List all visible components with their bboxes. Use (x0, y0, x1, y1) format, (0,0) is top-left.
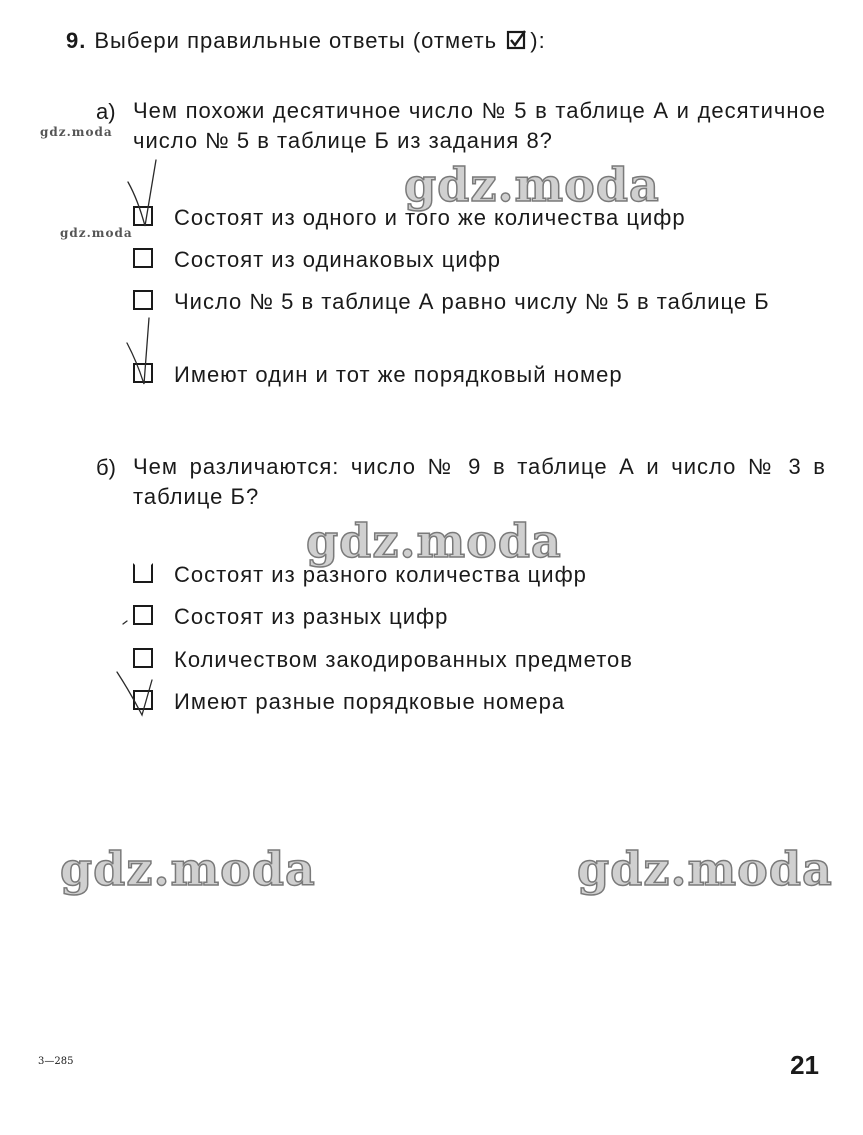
task-number: 9. (66, 28, 87, 53)
watermark: gdz.moda (404, 158, 660, 212)
checkbox[interactable] (133, 290, 153, 310)
part-a-question: Чем похожи десятичное число № 5 в таблице А и десятичное число № 5 в таблице Б из задания 8? (133, 98, 826, 153)
part-a-label: а) (96, 99, 116, 124)
checkbox[interactable] (133, 605, 153, 625)
checkbox[interactable] (133, 363, 153, 383)
task-instruction: Выбери правильные ответы (отметь (94, 28, 498, 53)
part-a-option-3[interactable] (133, 287, 824, 317)
pen-stroke-icon (123, 621, 127, 624)
option-label: Состоят из разных цифр (174, 604, 449, 629)
part-a-option-4[interactable] (133, 360, 824, 390)
part-a-option-2[interactable] (133, 245, 824, 275)
option-label: Число № 5 в таблице А равно числу № 5 в таблице Б (174, 289, 770, 314)
task-header (66, 28, 546, 54)
checkbox[interactable] (133, 690, 153, 710)
option-label: Состоят из разного количества цифр (174, 562, 587, 587)
watermark: gdz.moda (306, 514, 562, 568)
watermark: gdz.moda (577, 842, 833, 896)
checkbox[interactable] (133, 248, 153, 268)
watermark: gdz.moda (60, 842, 316, 896)
part-b-option-3[interactable] (133, 645, 824, 675)
watermark-small: gdz.moda (40, 125, 113, 139)
page-number: 21 (790, 1050, 819, 1080)
task-instruction-end: ): (530, 28, 546, 53)
part-b-label: б) (96, 455, 116, 480)
part-b-option-4[interactable] (133, 687, 824, 717)
option-label: Состоят из одинаковых цифр (174, 247, 501, 272)
checkbox[interactable] (133, 206, 153, 226)
part-b-question: Чем различаются: число № 9 в таблице А и число № 3 в таблице Б? (133, 454, 826, 509)
option-label: Количеством закодированных предметов (174, 647, 633, 672)
option-label: Имеют разные порядковые номера (174, 689, 566, 714)
checked-box-icon (506, 29, 528, 51)
option-label: Состоят из одного и того же количества цифр (174, 205, 686, 230)
checkbox[interactable] (133, 648, 153, 668)
print-code: 3—285 (38, 1056, 74, 1067)
watermark-small: gdz.moda (60, 226, 133, 240)
checkbox[interactable] (133, 563, 153, 583)
part-b-option-2[interactable] (133, 602, 824, 632)
option-label: Имеют один и тот же порядковый номер (174, 362, 623, 387)
